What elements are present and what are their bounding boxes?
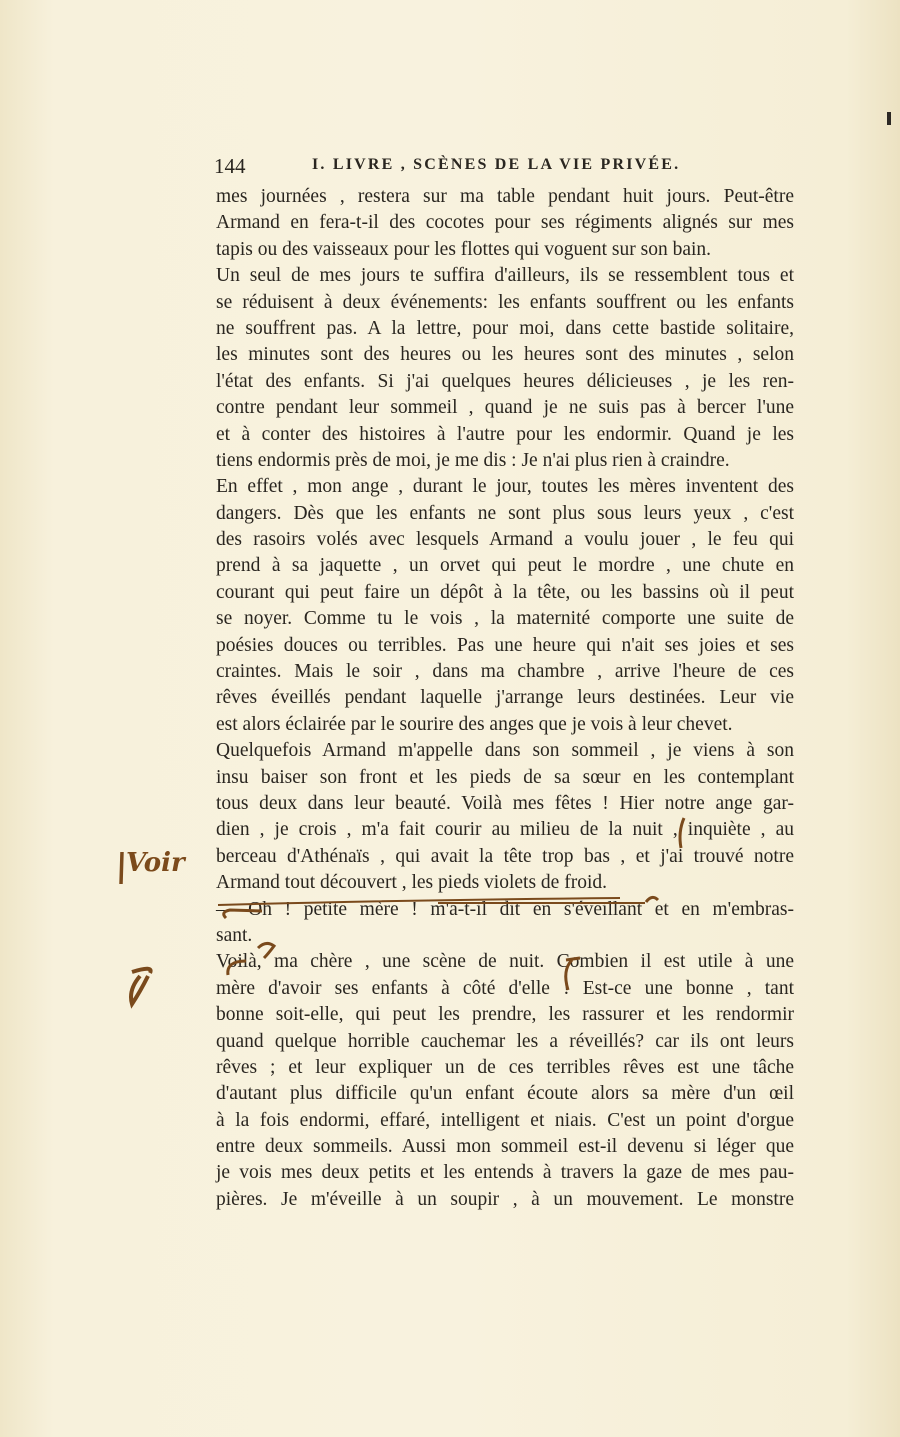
text-line: tiens endormis près de moi, je me dis : Je n'ai plus rien à craindre. xyxy=(216,449,730,471)
text-line: se noyer. Comme tu le vois , la maternité comporte une suite de xyxy=(216,608,794,630)
text-line: à la fois endormi, effaré, intelligent et niais. C'est un point d'orgue xyxy=(216,1109,794,1131)
text-line: contre pendant leur sommeil , quand je ne suis pas à bercer l'une xyxy=(216,397,794,419)
text-line: mère d'avoir ses enfants à côté d'elle ! Est-ce une bonne , tant xyxy=(216,977,794,999)
text-line: des rasoirs volés avec lesquels Armand a voulu jouer , le feu qui xyxy=(216,529,794,551)
page-number: 144 xyxy=(214,154,246,178)
text-line: En effet , mon ange , durant le jour, toutes les mères inventent des xyxy=(216,476,794,498)
text-line: — Oh ! petite mère ! m'a-t-il dit en s'éveillant et en m'embras- xyxy=(216,898,794,920)
text-line: berceau d'Athénaïs , qui avait la tête trop bas , et j'ai trouvé notre xyxy=(216,845,794,867)
margin-vertical-stroke xyxy=(121,852,122,884)
text-line: Un seul de mes jours te suffira d'ailleurs, ils se ressemblent tous et xyxy=(216,265,794,287)
text-line: d'autant plus difficile qu'un enfant écoute alors sa mère d'un œil xyxy=(216,1083,794,1105)
text-line: prend à sa jaquette , un orvet qui peut le mordre , une chute en xyxy=(216,555,794,577)
text-line: Voilà, ma chère , une scène de nuit. Combien il est utile à une xyxy=(216,951,794,973)
text-line: rêves éveillés pendant laquelle j'arrange leurs destinées. Leur vie xyxy=(216,687,794,709)
text-line: Quelquefois Armand m'appelle dans son sommeil , je viens à son xyxy=(216,740,794,762)
text-line: craintes. Mais le soir , dans ma chambre , arrive l'heure de ces xyxy=(216,661,794,683)
margin-note-upper: Voir xyxy=(126,848,185,878)
text-line: tapis ou des vaisseaux pour les flottes qui voguent sur son bain. xyxy=(216,238,712,260)
text-line: pières. Je m'éveille à un soupir , à un mouvement. Le monstre xyxy=(216,1188,794,1210)
text-line: je vois mes deux petits et les entends à travers la gaze de mes pau- xyxy=(216,1162,794,1184)
text-line: l'état des enfants. Si j'ai quelques heures délicieuses , je les ren- xyxy=(216,370,794,392)
text-line: se réduisent à deux événements: les enfants souffrent ou les enfants xyxy=(216,291,794,313)
insertion-bracket-mark xyxy=(680,818,684,848)
text-line: tous deux dans leur beauté. Voilà mes fêtes ! Hier notre ange gar- xyxy=(216,792,794,814)
paragraph-arrow xyxy=(224,910,262,918)
text-line: Armand en fera-t-il des cocotes pour ses régiments alignés sur mes xyxy=(216,212,794,234)
opening-bracket-mark xyxy=(566,958,580,990)
text-line: quand quelque horrible cauchemar les a réveillés? car ils ont leurs xyxy=(216,1030,794,1052)
text-line: dien , je crois , m'a fait courir au milieu de la nuit , inquiète , au xyxy=(216,819,794,841)
text-line: bonne soit-elle, qui peut les prendre, les rassurer et les rendormir xyxy=(216,1004,794,1026)
margin-note-lower xyxy=(131,966,155,1006)
text-line: mes journées , restera sur ma table pendant huit jours. Peut-être xyxy=(216,186,794,207)
text-line: est alors éclairée par le sourire des anges que je vois à leur chevet. xyxy=(216,713,733,735)
text-line: les minutes sont des heures ou les heures sont des minutes , selon xyxy=(216,344,794,366)
running-title: I. LIVRE , SCÈNES DE LA VIE PRIVÉE. xyxy=(312,156,681,173)
text-line: ne souffrent pas. A la lettre, pour moi, dans cette bastide solitaire, xyxy=(216,317,794,339)
text-line: courant qui peut faire un dépôt à la tête, ou les bassins où il peut xyxy=(216,581,794,603)
closing-hook-mark xyxy=(646,897,658,902)
hook-mark xyxy=(258,943,274,958)
text-line: insu baiser son front et les pieds de sa sœur en les contemplant xyxy=(216,766,794,788)
text-line: et à conter des histoires à l'autre pour les endormir. Quand je les xyxy=(216,423,794,445)
text-line: entre deux sommeils. Aussi mon sommeil est-il devenu si léger que xyxy=(216,1136,794,1158)
text-line: rêves ; et leur expliquer un de ces terribles rêves est une tâche xyxy=(216,1056,794,1078)
text-line: dangers. Dès que les enfants ne sont plus sous leurs yeux , c'est xyxy=(216,502,794,524)
text-line: poésies douces ou terribles. Pas une heure qui n'ait ses joies et ses xyxy=(216,634,794,656)
paragraph-loop xyxy=(228,961,246,975)
text-line: sant. xyxy=(216,924,253,946)
text-line: Armand tout découvert , les pieds violets de froid. xyxy=(216,872,607,894)
